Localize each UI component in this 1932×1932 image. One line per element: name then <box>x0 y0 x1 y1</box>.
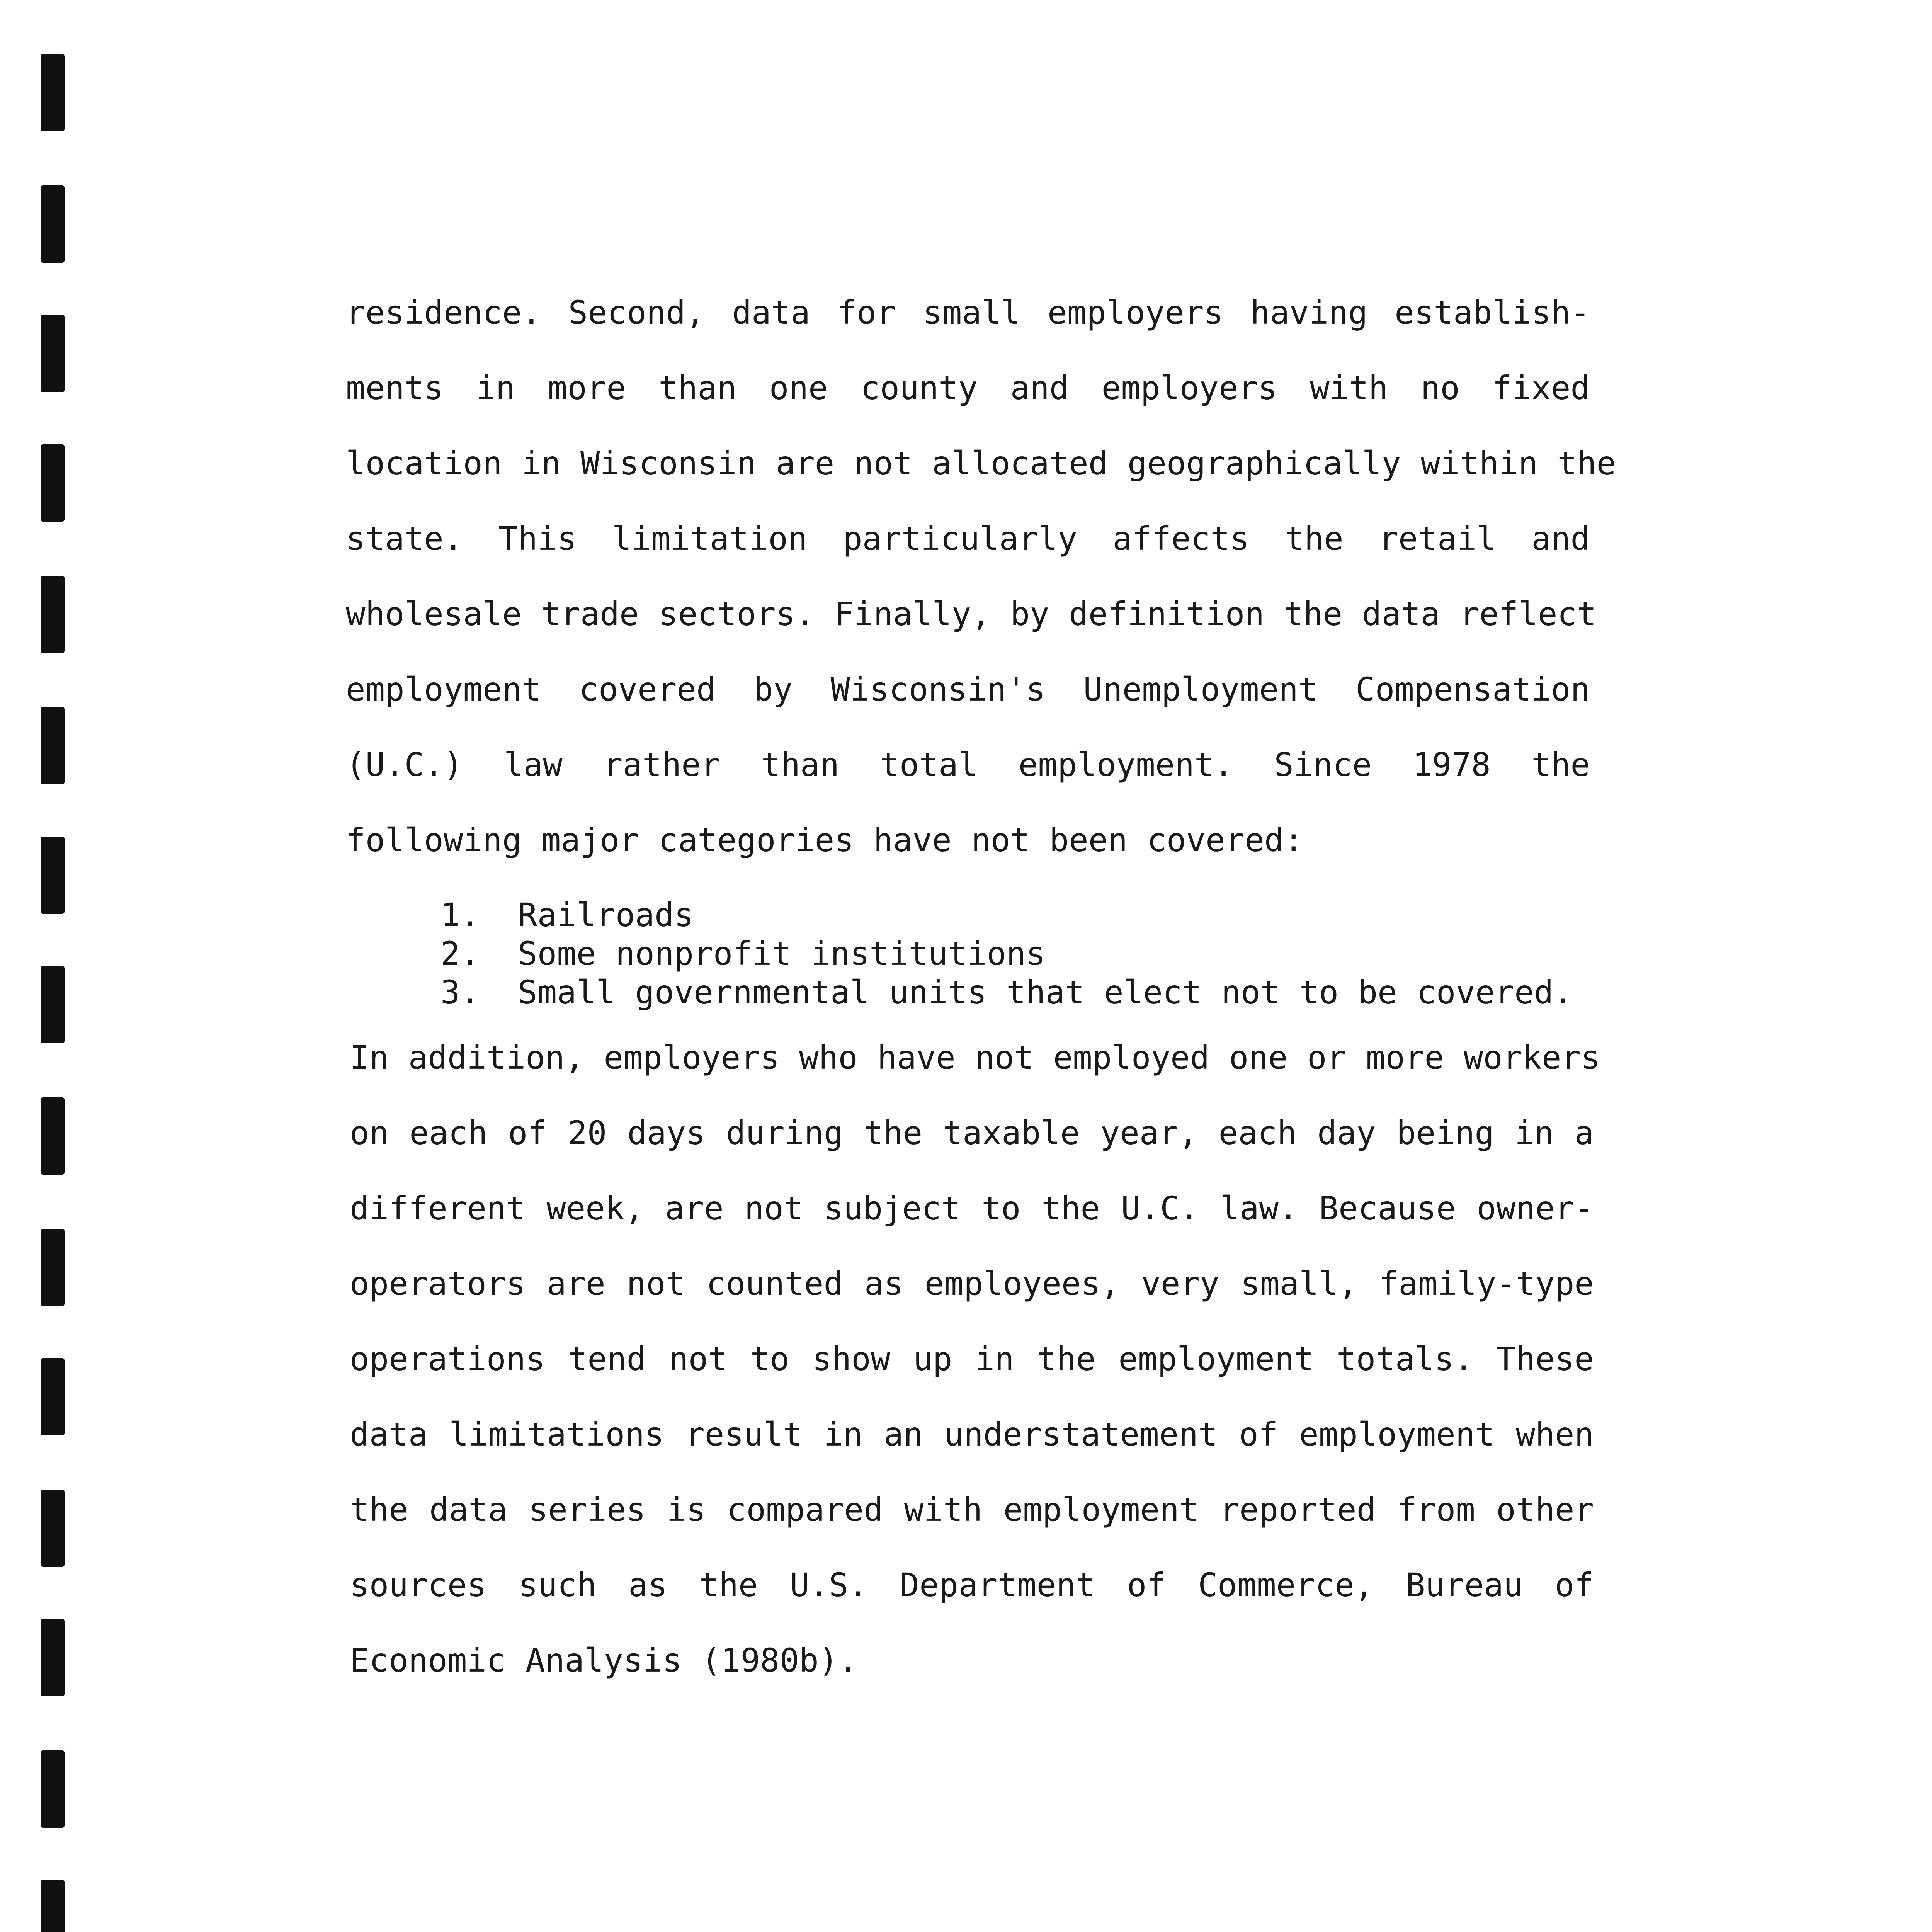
paragraph-1 <box>346 275 1616 878</box>
text-line: Economic Analysis (1980b). <box>350 1641 858 1679</box>
covered-exclusions-list <box>440 896 1573 1012</box>
text-line: different week, are not subject to the U.C. law. Because owner- <box>350 1189 1594 1227</box>
binding-mark <box>41 837 65 914</box>
text-line: sources such as the U.S. Department of Commerce, Bureau of <box>350 1566 1594 1604</box>
binding-mark <box>41 185 65 263</box>
list-text: Railroads <box>518 896 694 934</box>
text-line: operations tend not to show up in the employment totals. These <box>350 1340 1594 1378</box>
binding-mark <box>41 1750 65 1828</box>
binding-mark <box>41 1358 65 1435</box>
text-line: following major categories have not been covered: <box>346 821 1304 859</box>
binding-mark <box>41 1229 65 1306</box>
list-number: 2. <box>440 935 480 973</box>
binding-mark <box>41 966 65 1043</box>
list-item <box>440 973 1573 1012</box>
binding-mark <box>41 444 65 522</box>
list-item <box>440 896 1573 934</box>
text-line: In addition, employers who have not employed one or more workers <box>350 1039 1600 1077</box>
binding-mark <box>41 1880 65 1932</box>
text-line: location in Wisconsin are not allocated geographically within the <box>346 444 1616 482</box>
binding-mark <box>41 1097 65 1175</box>
text-line: wholesale trade sectors. Finally, by definition the data reflect <box>346 595 1597 633</box>
text-line: employment covered by Wisconsin's Unemployment Compensation <box>346 670 1590 708</box>
text-line: data limitations result in an understatement of employment when <box>350 1415 1594 1453</box>
paragraph-2 <box>350 1020 1600 1698</box>
list-number: 3. <box>440 973 480 1011</box>
list-item <box>440 934 1573 973</box>
list-text: Some nonprofit institutions <box>518 935 1046 973</box>
binding-mark <box>41 1490 65 1567</box>
text-line: on each of 20 days during the taxable year, each day being in a <box>350 1114 1594 1152</box>
text-line: operators are not counted as employees, very small, family-type <box>350 1265 1594 1303</box>
binding-mark <box>41 54 65 131</box>
text-line: state. This limitation particularly affects the retail and <box>346 520 1590 558</box>
list-text: Small governmental units that elect not to be covered. <box>518 973 1573 1011</box>
binding-mark <box>41 315 65 392</box>
text-line: residence. Second, data for small employers having establish- <box>346 294 1590 332</box>
text-line: (U.C.) law rather than total employment. Since 1978 the <box>346 746 1590 784</box>
list-number: 1. <box>440 896 480 934</box>
text-line: ments in more than one county and employers with no fixed <box>346 369 1590 407</box>
binding-mark <box>41 707 65 784</box>
text-line: the data series is compared with employment reported from other <box>350 1491 1594 1529</box>
binding-mark <box>41 1619 65 1696</box>
binding-mark <box>41 576 65 653</box>
